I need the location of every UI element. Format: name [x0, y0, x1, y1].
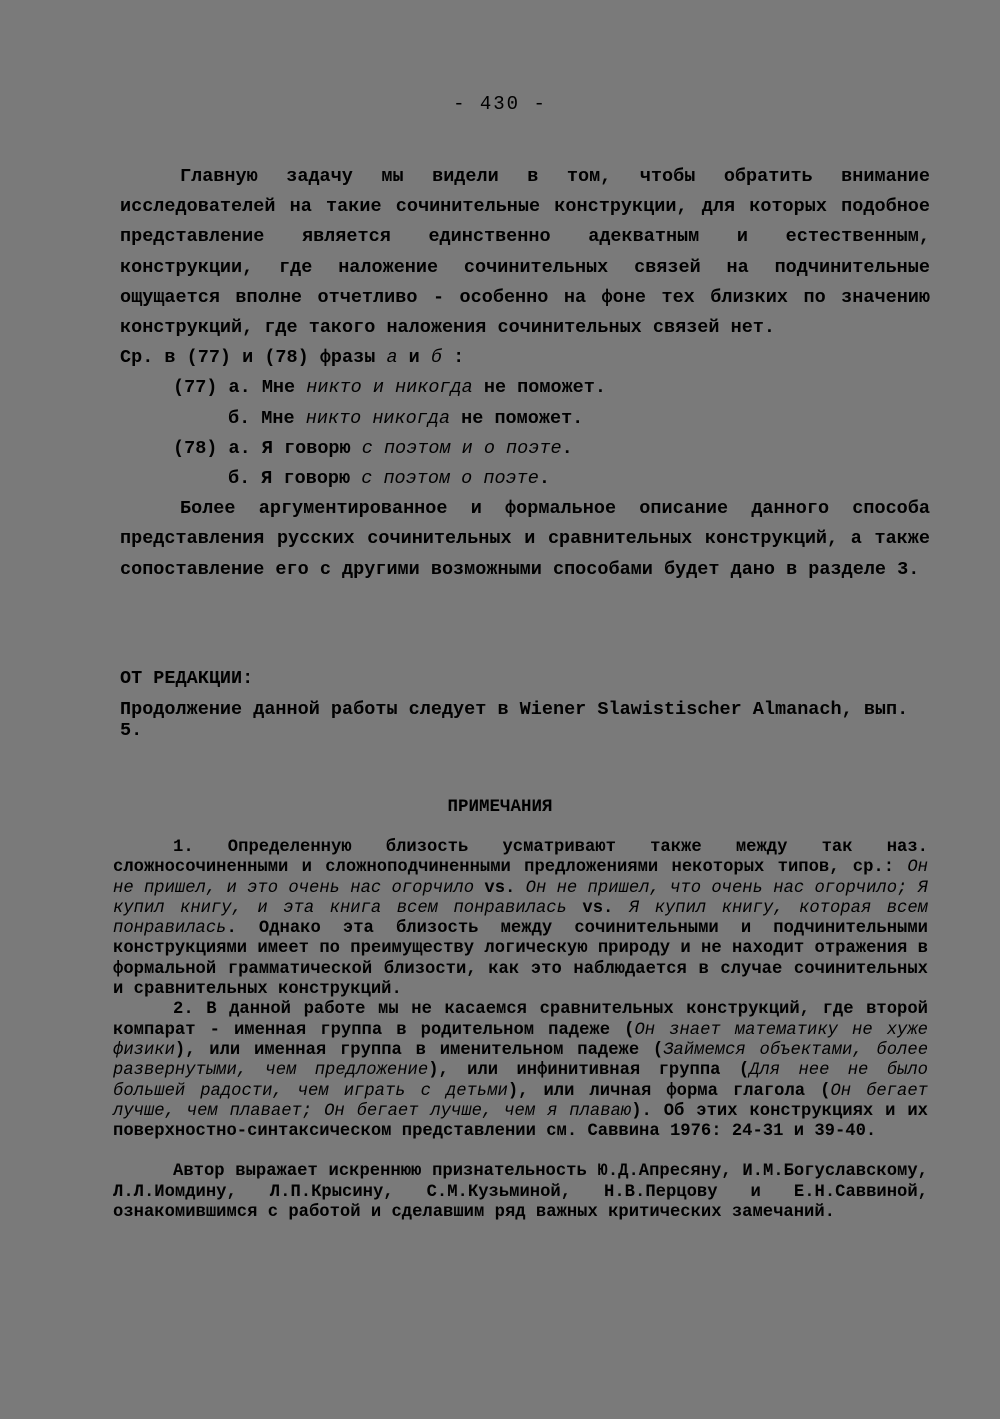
- acknowledgement: Автор выражает искреннюю признательность Ю.Д.Апресяну, И.М.Богуславскому, Л.Л.Иомдину, Л.П.Крысину, С.М.Кузьминой, Н.В.Перцову и Е.Н.Саввиной, ознакомившимся с работой и сделавшим ряд важных критических замечаний.: [113, 1162, 928, 1223]
- editorial-heading: ОТ РЕДАКЦИИ:: [120, 668, 254, 689]
- notes-section: [113, 838, 928, 1223]
- notes-title: ПРИМЕЧАНИЯ: [447, 797, 553, 817]
- editorial-text: Продолжение данной работы следует в Wiener Slawistischer Almanach, вып. 5.: [120, 699, 909, 741]
- paragraph: Главную задачу мы видели в том, чтобы обратить внимание исследователей на такие сочинительные конструкции, для которых подобное представление является единственно адекватным и естественным, конструкции, где наложение сочинительных связей на подчинительные ощущается вполне отчетливо - особенно на фоне тех близких по значению конструкций, где такого наложения сочинительных связей нет.: [120, 166, 930, 339]
- footnote-2: 2. В данной работе мы не касаемся сравнительных конструкций, где второй компарат - именная группа в родительном падеже (Он знает математику не хуже физики), или именная группа в именительном падеже (Займемся объектами, более развернутыми, чем предложение), или инфинитивная группа (Для нее не было большей радости, чем играть с детьми), или личная форма глагола (Он бегает лучше, чем плавает; Он бегает лучше, чем я плаваю). Об этих конструкциях и их поверхностно-синтаксическом представлении см. Саввина 1976: 24-31 и 39-40.: [113, 1000, 929, 1142]
- main-text: [120, 162, 930, 585]
- example-line: б. Я говорю с поэтом о поэте.: [228, 468, 550, 490]
- example-line: (77) а. Мне никто и никогда не поможет.: [173, 377, 606, 399]
- footnote-1: 1. Определенную близость усматривают также между так наз. сложносочиненными и сложноподчиненными предложениями некоторых типов, ср.: Он не пришел, и это очень нас огорчило vs. Он не пришел, что очень нас огорчило; Я купил книгу, и эта книга всем понравилась vs. Я купил книгу, которая всем понравилась. Однако эта близость между сочинительными и подчинительными конструкциями имеет по преимуществу логическую природу и не находит отражения в формальной грамматической близости, как это наблюдается в случае сочинительных и сравнительных конструкций.: [113, 838, 928, 1000]
- paragraph: Более аргументированное и формальное описание данного способа представления русских сочинительных и сравнительных конструкций, а также сопоставление его с другими возможными способами будет дано в разделе 3.: [120, 498, 930, 580]
- example-line: (78) а. Я говорю с поэтом и о поэте.: [173, 437, 573, 459]
- example-line: б. Мне никто никогда не поможет.: [228, 407, 584, 429]
- example-intro: Ср. в (77) и (78) фразы а и б :: [120, 347, 465, 369]
- editorial-note: [120, 668, 930, 741]
- page-number: - 430 -: [453, 93, 547, 115]
